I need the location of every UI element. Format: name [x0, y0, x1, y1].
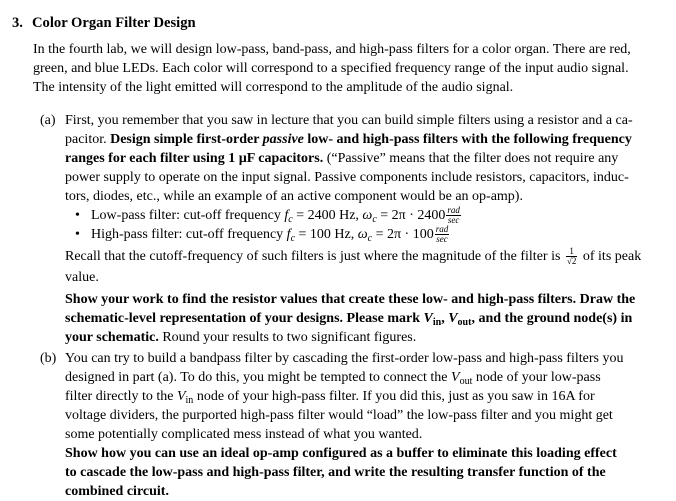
intro-line-3: The intensity of the light emitted will correspond to the amplitude of the audio signal.: [33, 80, 514, 95]
bullet-high-pass: [91, 225, 450, 245]
part-a-line-1: First, you remember that you saw in lecture that you can build simple filters using a resistor and a ca-: [65, 113, 633, 128]
bullet-icon: •: [75, 208, 80, 223]
section-title-text: Color Organ Filter Design: [32, 15, 196, 31]
part-b-show-1: Show how you can use an ideal op-amp configured as a buffer to eliminate this loading effect: [65, 446, 617, 461]
fc-subscript: c: [290, 233, 296, 244]
recall-text-end: of its peak: [579, 249, 642, 264]
part-a-label: (a): [40, 113, 56, 128]
show-line-3-plain: Round your results to two significant figures.: [158, 330, 417, 345]
intro-line-1: In the fourth lab, we will design low-pass, band-pass, and high-pass filters for a color organ. There are red,: [33, 42, 631, 57]
vout-subscript: out: [459, 376, 473, 387]
intro-line-2: green, and blue LEDs. Each color will correspond to a specified frequency range of the input audio signal.: [33, 61, 629, 76]
show-line-3-bold: your schematic.: [65, 330, 159, 345]
vout-symbol: V: [448, 311, 458, 326]
sqfrac-denominator: √2: [566, 256, 577, 267]
vin-subscript: in: [432, 317, 442, 328]
part-b-line-2-text: designed in part (a). To do this, you might be tempted to connect the: [65, 370, 452, 385]
vin-symbol: V: [423, 311, 433, 326]
section-number: 3.: [12, 15, 23, 31]
part-a-line-3-plain: (“Passive” means that the filter does not require any: [323, 151, 619, 166]
recall-line-1: [65, 247, 641, 266]
show-line-1: Show your work to find the resistor values that create these low- and high-pass filters. Draw the: [65, 292, 636, 307]
part-b-line-2-end: node of your low-pass: [472, 370, 601, 385]
omega-subscript: c: [372, 214, 377, 225]
part-a-line-4: power supply to operate on the input signal. Passive components include resistors, capacitors, induc-: [65, 170, 629, 185]
rad-per-sec-fraction: [446, 206, 461, 225]
fc-symbol: f: [286, 227, 291, 242]
vin-subscript: in: [185, 395, 194, 406]
omega-symbol: ω: [362, 208, 373, 223]
part-a-line-5: tors, diodes, etc., while an example of an active component would be an op-amp).: [65, 189, 523, 204]
sqfrac-numerator: 1: [566, 247, 577, 257]
frac-numerator: rad: [447, 205, 460, 216]
part-a-line-3-bold: ranges for each filter using 1 µF capacitors.: [65, 151, 324, 166]
fc-symbol: f: [284, 208, 289, 223]
vout-subscript: out: [457, 317, 472, 328]
part-a-line-2-passive: passive: [262, 132, 304, 147]
show-line-3: [65, 328, 416, 347]
omega-subscript: c: [367, 233, 373, 244]
show-line-2-comma: ,: [441, 311, 449, 326]
part-a-line-2-bold-end: low- and high-pass filters with the following frequency: [303, 132, 632, 147]
part-b-line-1: You can try to build a bandpass filter by cascading the first-order low-pass and high-pass filters you: [65, 351, 624, 366]
part-a-line-2-bold: Design simple first-order: [110, 132, 263, 147]
vout-symbol: V: [451, 370, 460, 385]
show-line-2: [65, 309, 632, 329]
part-b-show-2: to cascade the low-pass and high-pass filter, and write the resulting transfer function of the: [65, 465, 606, 480]
fc-subscript: c: [288, 214, 293, 225]
part-b-line-4: voltage dividers, the purported high-pass filter would “load” the low-pass filter and you might get: [65, 408, 613, 423]
frac-denominator: sec: [436, 234, 448, 245]
part-b-line-2: [65, 368, 601, 388]
recall-line-2: value.: [65, 270, 99, 285]
part-b-line-3-end: node of your high-pass filter. If you did this, just as you saw in 16A for: [193, 389, 595, 404]
bullet-high-pass-text: High-pass filter: cut-off frequency: [91, 227, 287, 242]
part-b-label: (b): [40, 351, 57, 366]
recall-text: Recall that the cutoff-frequency of such filters is just where the magnitude of the filter is: [65, 249, 564, 264]
frac-numerator: rad: [435, 224, 449, 235]
part-b-line-3: [65, 387, 595, 407]
show-line-2-end: , and the ground node(s) in: [471, 311, 633, 326]
frac-denominator: sec: [447, 215, 460, 226]
part-b-show-3: combined circuit.: [65, 484, 169, 499]
bullet-low-pass-text: Low-pass filter: cut-off frequency: [91, 208, 285, 223]
bullet-high-pass-wc: = 2π · 100: [375, 227, 434, 242]
part-a-line-2: [65, 130, 632, 149]
bullet-low-pass-fc: = 2400 Hz,: [296, 208, 363, 223]
bullet-low-pass-wc: = 2π · 2400: [380, 208, 446, 223]
vin-symbol: V: [176, 389, 186, 404]
bullet-icon: •: [75, 227, 80, 242]
part-b-line-5: some potentially complicated mess instead of what you wanted.: [65, 427, 423, 442]
section-title: [12, 14, 196, 33]
show-line-2-text: schematic-level representation of your designs. Please mark: [65, 311, 424, 326]
bullet-low-pass: [91, 206, 462, 226]
part-a-line-2-plain: pacitor.: [65, 132, 111, 147]
part-a-line-3: [65, 149, 618, 168]
rad-per-sec-fraction: [435, 225, 450, 244]
omega-symbol: ω: [357, 227, 368, 242]
bullet-high-pass-fc: = 100 Hz,: [298, 227, 358, 242]
one-over-root-two: [566, 247, 577, 266]
part-b-line-3-text: filter directly to the: [65, 389, 177, 404]
